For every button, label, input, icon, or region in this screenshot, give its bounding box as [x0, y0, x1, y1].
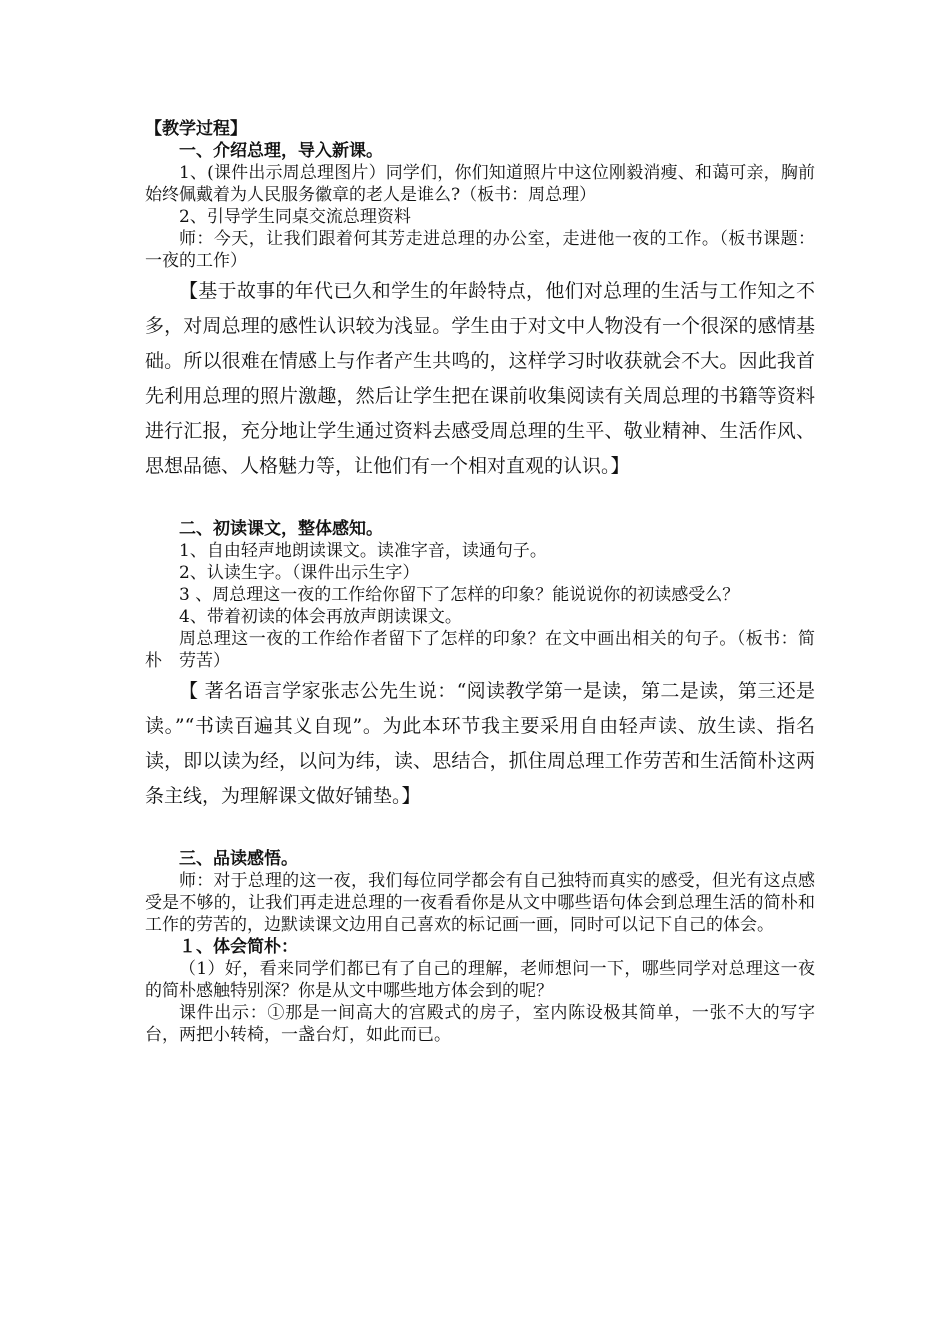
section-3-subheading: １、体会简朴： [179, 937, 298, 957]
section-3-paragraph-2: （1）好，看来同学们都已有了自己的理解，老师想问一下，哪些同学对总理这一夜的简朴感触特别深？你是从文中哪些地方体会到的呢？ [145, 959, 815, 1001]
section-1-heading: 一、介绍总理，导入新课。 [179, 141, 383, 161]
document-body [145, 118, 815, 1046]
section-1-design-note: 【基于故事的年代已久和学生的年龄特点，他们对总理的生活与工作知之不多，对周总理的感性认识较为浅显。学生由于对文中人物没有一个很深的感情基础。所以很难在情感上与作者产生共鸣的，这样学习时收获就会不大。因此我首先利用总理的照片激趣，然后让学生把在课前收集阅读有关周总理的书籍等资料进行汇报，充分地让学生通过资料去感受周总理的生平、敬业精神、生活作风、思想品德、人格魅力等，让他们有一个相对直观的认识。】 [145, 280, 815, 477]
section-1-paragraph-2: 2、引导学生同桌交流总理资料 [179, 207, 411, 227]
section-2-paragraph-4: 4、带着初读的体会再放声朗读课文。 [179, 607, 462, 627]
section-1-paragraph-1: 1、(课件出示周总理图片）同学们，你们知道照片中这位刚毅消瘦、和蔼可亲，胸前始终佩戴着为人民服务徽章的老人是谁么?（板书：周总理） [145, 163, 815, 205]
section-title: 【教学过程】 [145, 119, 247, 139]
section-2-paragraph-2: 2、认读生字。（课件出示生字） [179, 563, 420, 583]
section-2-paragraph-5: 周总理这一夜的工作给作者留下了怎样的印象？在文中画出相关的句子。（板书：简朴 劳苦） [145, 629, 815, 671]
section-2-paragraph-3: 3 、周总理这一夜的工作给你留下了怎样的印象？能说说你的初读感受么？ [179, 585, 740, 605]
section-2-paragraph-1: 1、自由轻声地朗读课文。读准字音，读通句子。 [179, 541, 547, 561]
section-1-paragraph-3: 师：今天，让我们跟着何其芳走进总理的办公室，走进他一夜的工作。（板书课题：一夜的工作） [145, 229, 815, 271]
section-3-paragraph-1: 师：对于总理的这一夜，我们每位同学都会有自己独特而真实的感受，但光有这点感受是不够的，让我们再走进总理的一夜看看你是从文中哪些语句体会到总理生活的简朴和工作的劳苦的，边默读课文边用自己喜欢的标记画一画，同时可以记下自己的体会。 [145, 871, 815, 935]
section-3-paragraph-3: 课件出示：①那是一间高大的宫殿式的房子，室内陈设极其简单，一张不大的写字台，两把小转椅，一盏台灯，如此而已。 [145, 1003, 815, 1045]
section-2-heading: 二、初读课文，整体感知。 [179, 519, 383, 539]
section-3-heading: 三、品读感悟。 [179, 849, 298, 869]
section-2-design-note: 【 著名语言学家张志公先生说：“阅读教学第一是读，第二是读，第三还是读。”“书读百遍其义自现”。为此本环节我主要采用自由轻声读、放生读、指名读，即以读为经，以问为纬，读、思结合，抓住周总理工作劳苦和生活简朴这两条主线，为理解课文做好铺垫。】 [145, 680, 815, 807]
